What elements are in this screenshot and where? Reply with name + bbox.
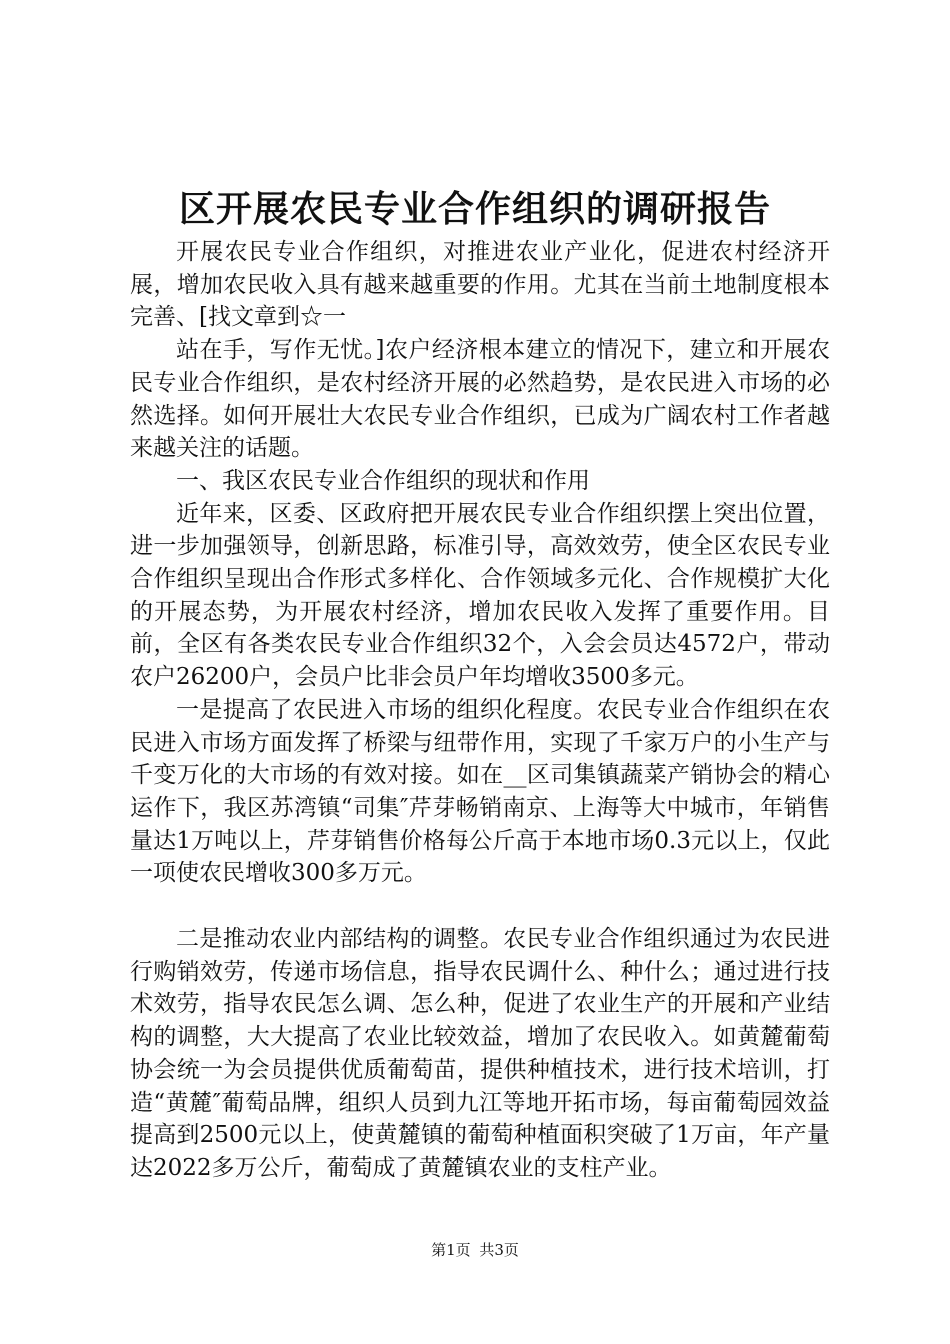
document-title: 区开展农民专业合作组织的调研报告 (178, 188, 771, 230)
page-number: 第1页 (431, 1241, 471, 1259)
paragraph-intro-continued: 站在手，写作无忧。]农户经济根本建立的情况下，建立和开展农民专业合作组织，是农村经济开展的必然趋势，是农民进入市场的必然选择。如何开展壮大农民专业合作组织，已成为广阔农村工作者越来越关注的话题。 (130, 337, 830, 462)
document-body (130, 236, 830, 1185)
paragraph-status: 近年来，区委、区政府把开展农民专业合作组织摆上突出位置，进一步加强领导，创新思路，标准引导，高效效劳，使全区农民专业合作组织呈现出合作形式多样化、合作领域多元化、合作规模扩大化的开展态势，为开展农村经济，增加农民收入发挥了重要作用。目前，全区有各类农民专业合作组织32个，入会会员达4572户，带动农户26200户，会员户比非会员户年均增收3500多元。 (130, 500, 830, 691)
page-total: 共3页 (479, 1241, 519, 1259)
section-heading: 一、我区农民专业合作组织的现状和作用 (176, 467, 590, 494)
paragraph-point-one: 一是提高了农民进入市场的组织化程度。农民专业合作组织在农民进入市场方面发挥了桥梁与纽带作用，实现了千家万户的小生产与千变万化的大市场的有效对接。如在__区司集镇蔬菜产销协会的精心运作下，我区苏湾镇“司集″芹芽畅销南京、上海等大中城市，年销售量达1万吨以上，芹芽销售价格每公斤高于本地市场0.3元以上，仅此一项使农民增收300多万元。 (130, 696, 830, 887)
paragraph-intro: 开展农民专业合作组织，对推进农业产业化，促进农村经济开展，增加农民收入具有越来越重要的作用。尤其在当前土地制度根本完善、[找文章到☆一 (130, 239, 830, 331)
paragraph-point-two: 二是推动农业内部结构的调整。农民专业合作组织通过为农民进行购销效劳，传递市场信息，指导农民调什么、种什么；通过进行技术效劳，指导农民怎么调、怎么种，促进了农业生产的开展和产业结构的调整，大大提高了农业比较效益，增加了农民收入。如黄麓葡萄协会统一为会员提供优质葡萄苗，提供种植技术，进行技术培训，打造“黄麓″葡萄品牌，组织人员到九江等地开拓市场，每亩葡萄园效益提高到2500元以上，使黄麓镇的葡萄种植面积突破了1万亩，年产量达2022多万公斤，葡萄成了黄麓镇农业的支柱产业。 (130, 926, 830, 1181)
page-footer (0, 1240, 950, 1260)
